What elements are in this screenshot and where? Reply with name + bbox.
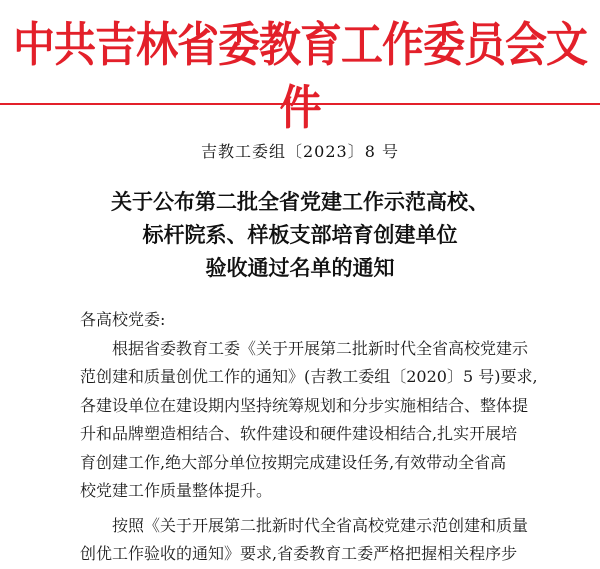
body-text <box>80 306 570 569</box>
paragraph-line: 升和品牌塑造相结合、软件建设和硬件建设相结合,扎实开展培 <box>80 424 518 443</box>
notice-title-line: 标杆院系、样板支部培育创建单位 <box>142 223 458 247</box>
salutation: 各高校党委: <box>80 310 166 329</box>
paragraph-line: 校党建工作质量整体提升。 <box>80 481 273 500</box>
paragraph-2 <box>80 512 570 569</box>
paragraph-line: 范创建和质量创优工作的通知》(吉教工委组〔2020〕5 号)要求, <box>80 367 538 386</box>
paragraph-line: 创优工作验收的通知》要求,省委教育工委严格把握相关程序步 <box>80 544 518 563</box>
notice-title <box>0 186 600 285</box>
paragraph-line: 根据省委教育工委《关于开展第二批新时代全省高校党建示 <box>112 338 529 358</box>
paragraph-1 <box>80 335 570 506</box>
red-divider-line <box>0 103 600 105</box>
notice-title-line: 验收通过名单的通知 <box>205 256 395 280</box>
notice-title-line: 关于公布第二批全省党建工作示范高校、 <box>111 190 489 214</box>
issuing-authority-header: 中共吉林省委教育工作委员会文件 <box>12 17 587 135</box>
paragraph-line: 按照《关于开展第二批新时代全省高校党建示范创建和质量 <box>112 515 529 535</box>
paragraph-line: 育创建工作,绝大部分单位按期完成建设任务,有效带动全省高 <box>80 452 507 472</box>
document-number: 吉教工委组〔2023〕8 号 <box>201 142 399 161</box>
paragraph-line: 各建设单位在建设期内坚持统筹规划和分步实施相结合、整体提 <box>80 395 529 415</box>
